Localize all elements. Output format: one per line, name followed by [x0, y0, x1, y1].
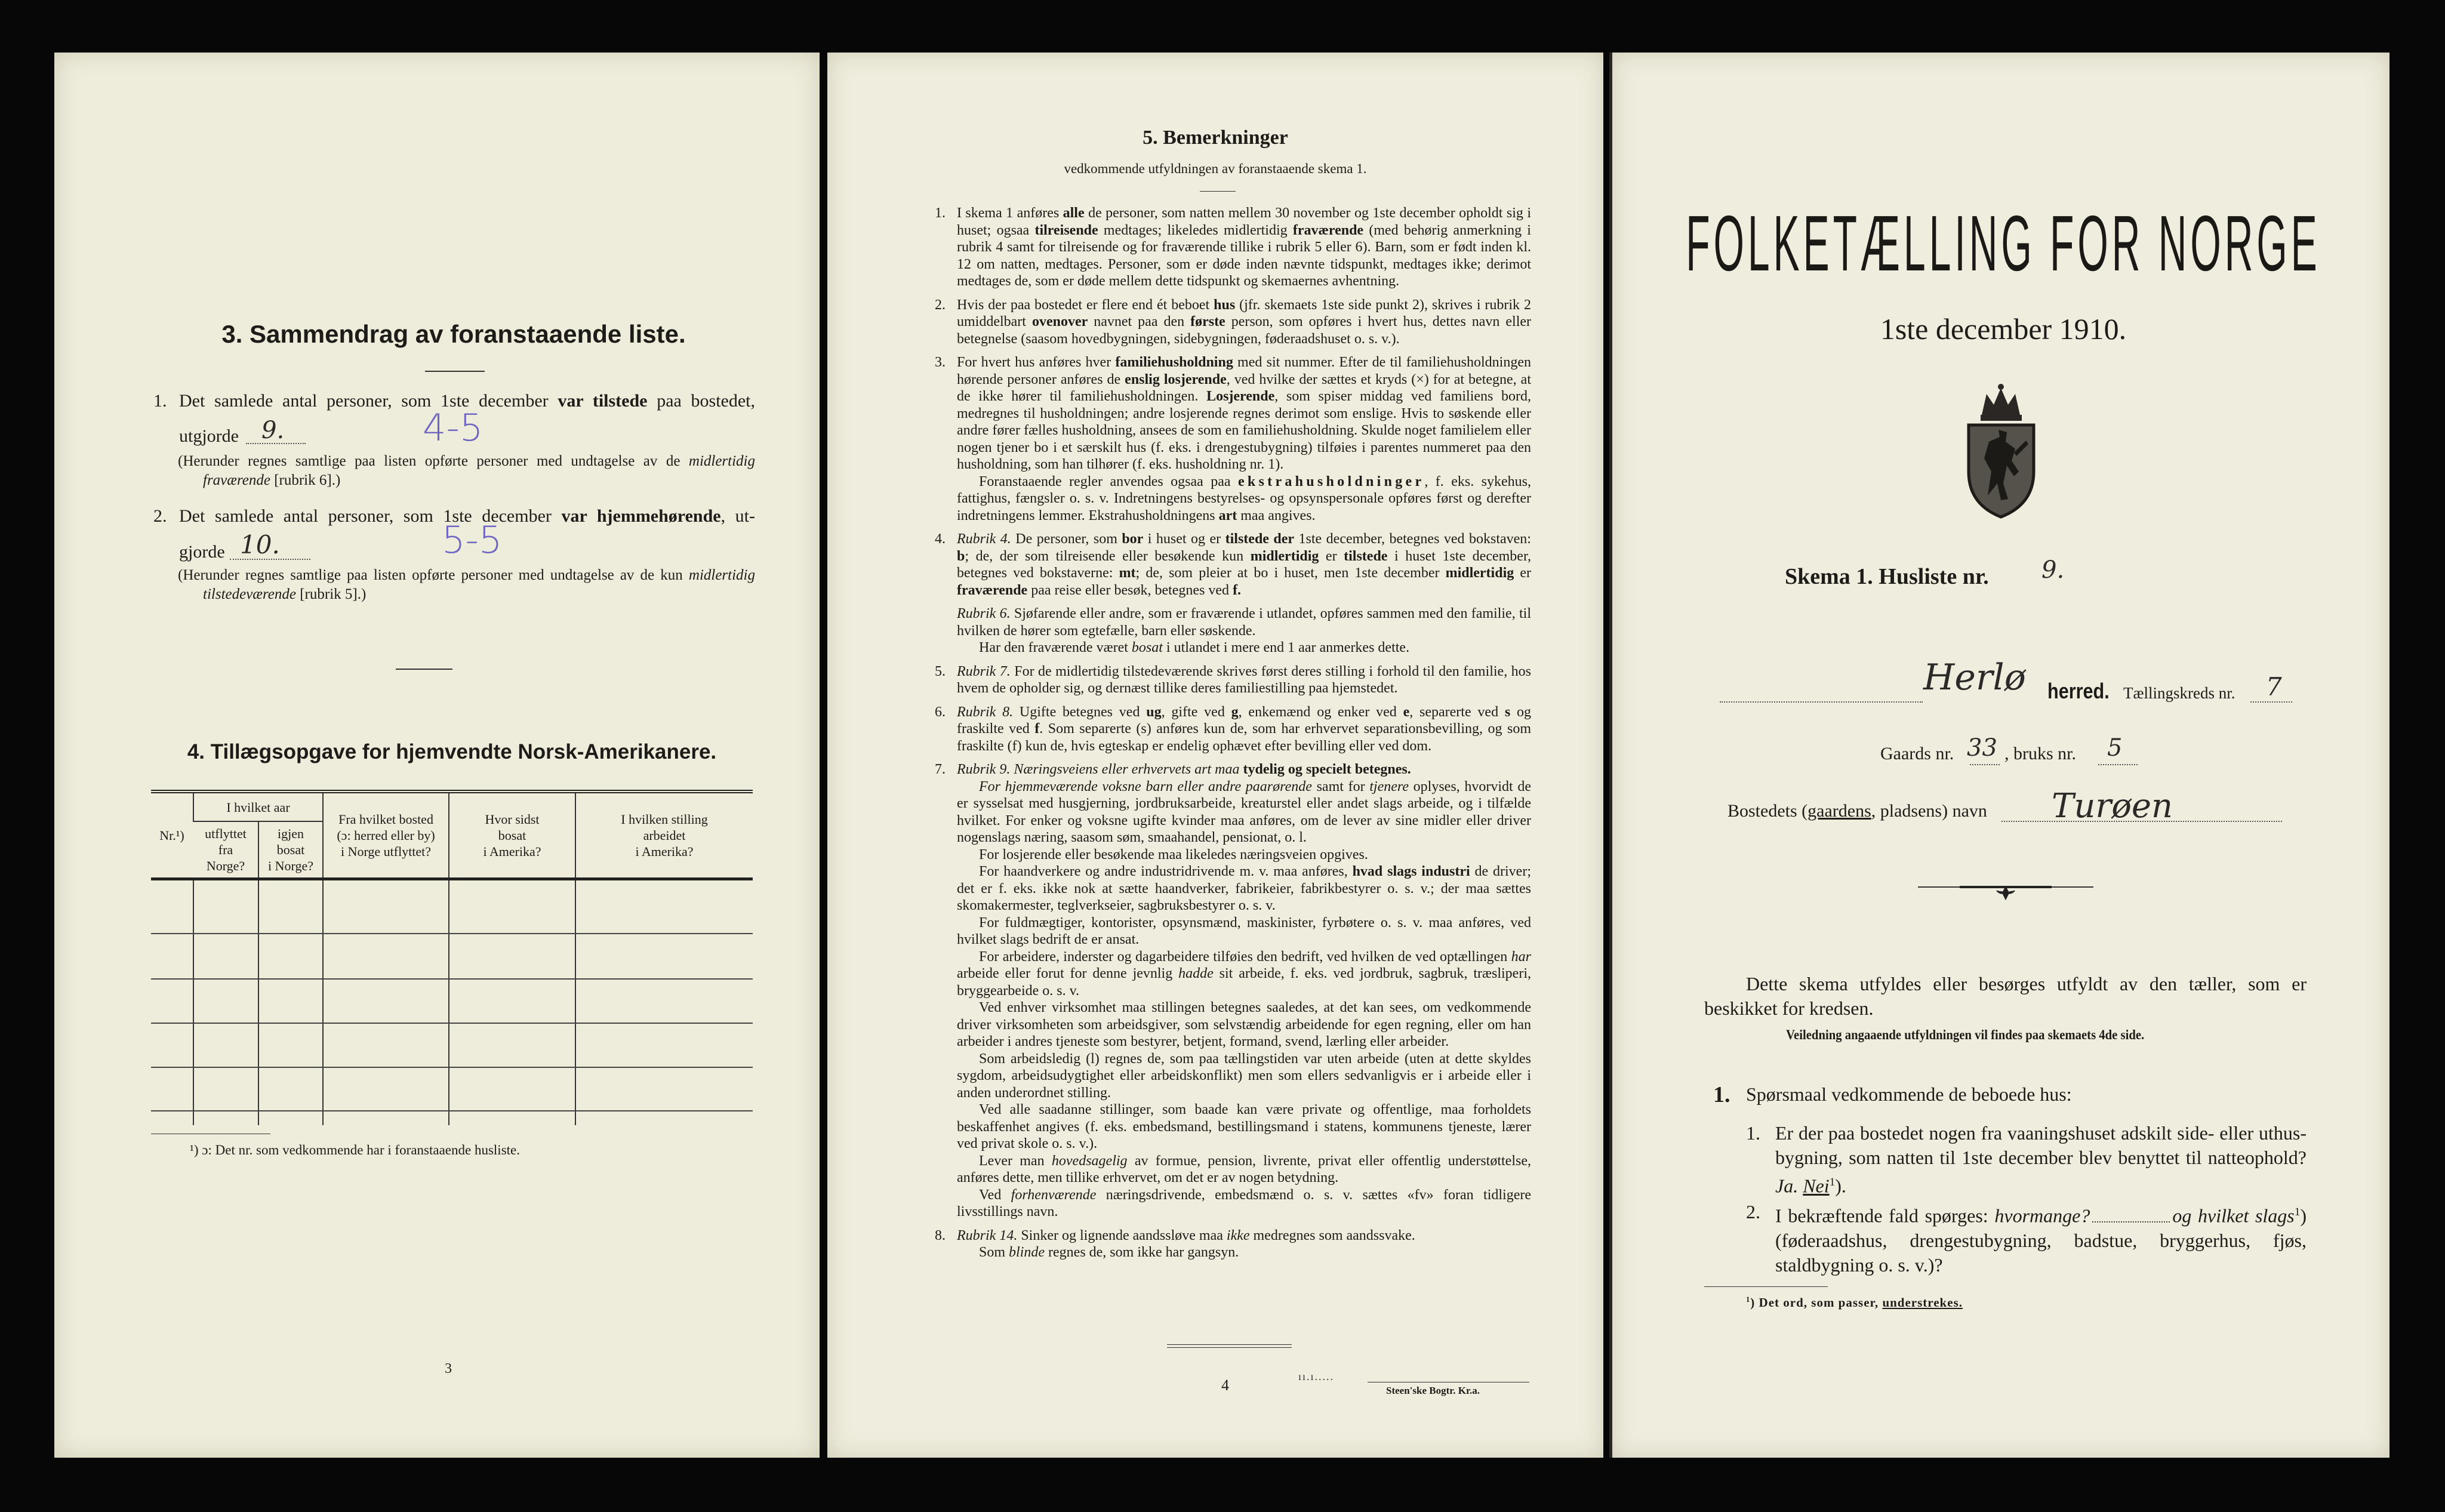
remark-number: 5. — [935, 663, 946, 679]
bold-text: var hjemmehørende — [561, 506, 721, 526]
gaards-label: Gaards nr. — [1880, 744, 1954, 763]
question-text: I bekræftende fald spørges: hvormange? og hvilket slags$^1$) (føderaadshus, drengestubygning, badstue, bryggerhus, fjøs, staldbygning o. s. v.)? — [1775, 1205, 2307, 1276]
table-row — [151, 1067, 753, 1111]
italic-text: hadde — [1178, 966, 1214, 981]
remark-text: Foranstaaende regler anvendes ogsaa paa ekstrahusholdninger, f. eks. sykehus, fattighus, fængsler o. s. v. Indretningens bestyrelses- og opsynspersonale opføres først og derefter indretningens lemmer. Ekstrahusholdningens art maa angives. — [957, 473, 1531, 523]
col-header-returned: igjen bosat i Norge? — [258, 821, 323, 879]
remark-paragraph — [935, 663, 1531, 697]
remark-text: For arbeidere, inderster og dagarbeidere tilføies den bedrift, ved hvilken de ved optællingen har arbeide eller forut for denne jevnlig hadde sit arbeide, f. eks. ved jordbruk, sagbruk, træsliperi, bryggearbeide o. s. v. — [957, 949, 1531, 999]
remark-text: Har den fraværende været bosat i utlandet i mere end 1 aar anmerkes dette. — [979, 640, 1410, 655]
table-cell[interactable] — [193, 1023, 258, 1067]
bold-text: familiehusholdning — [1115, 355, 1233, 370]
italic-text: Rubrik 7. — [957, 663, 1011, 679]
divider — [396, 669, 452, 670]
bold-text: s — [1504, 704, 1511, 720]
remark-text: For haandverkere og andre industridrivende m. v. maa anføres, hvad slags industri de driver; det er f. eks. ikke nok at sætte haandverker, fabrikeier, fabrikbestyrer o. s. v.; der maa sættes skomakermester, teglverkseier, sagbruksbestyrer o. s. v. — [957, 864, 1531, 913]
document-title: FOLKETÆLLING FOR NORGE — [1686, 199, 2321, 287]
table-cell[interactable] — [258, 979, 323, 1023]
table-footnote: ¹) ɔ: Det nr. som vedkommende har i foranstaaende husliste. — [190, 1143, 520, 1157]
remark-number: 1. — [935, 205, 946, 221]
remark-paragraph — [935, 1227, 1531, 1245]
bold-text: fraværende — [1292, 222, 1364, 238]
col-header-emigrated: utflyttet fra Norge? — [205, 826, 247, 873]
italic-text: hovedsagelig — [1051, 1153, 1128, 1169]
remark-text — [957, 762, 1411, 777]
table-cell[interactable] — [151, 934, 193, 979]
coat-of-arms-icon — [1964, 382, 2038, 519]
remark-text: Ved enhver virksomhet maa stillingen betegnes saaledes, at det kan sees, om vedkommende driver virksomheten som arbeidsgiver, som selvstændig arbeidende for egen regning, eller om han arbeider i andres tjeneste som bestyrer, betjent, formand, svend, lærling eller arbeider. — [957, 1000, 1531, 1049]
remark-paragraph — [935, 949, 1531, 1000]
bold-text: f — [1034, 721, 1040, 737]
table-cell[interactable] — [323, 879, 449, 934]
double-rule — [1167, 1344, 1292, 1345]
intro-text: Dette skema utfyldes eller besørges utfyldt av den tæller, som er beskikket for kredsen. — [1704, 973, 2307, 1019]
remark-text: For hjemmeværende voksne barn eller andre paarørende samt for tjenere oplyses, hvorvidt de er sysselsat med husgjerning, jordbruksarbeide, kreaturstel eller andet slags arbeide, og i tilfælde hvilket. For enker og voksne ugifte kvinder maa anføres, om de lever av sine midler eller driver nogenslags næring, saasom søm, smaahandel, pensionat, o. l. — [957, 778, 1532, 845]
table-row — [151, 979, 753, 1023]
italic-text: Rubrik 14. — [957, 1227, 1018, 1243]
pencil-annotation: 4-5 — [423, 406, 484, 449]
bold-text: midlertidig — [1445, 565, 1514, 581]
bold-text: mt — [1119, 565, 1136, 581]
remark-text: Ved forhenværende næringsdrivende, embedsmænd o. s. v. sættes «fv» foran tidligere livsstillings navn. — [957, 1187, 1532, 1220]
cover-footnote: $^1$) Det ord, som passer, understrekes. — [1746, 1295, 1963, 1310]
double-rule — [1167, 1347, 1292, 1348]
bold-text: fraværende — [957, 582, 1028, 598]
italic-text: blinde — [1009, 1245, 1045, 1260]
fill-line — [1970, 764, 2000, 765]
bold-text: bor — [1122, 531, 1144, 547]
underlined-text: gaardens — [1807, 801, 1871, 821]
remarks-heading: 5. Bemerkninger — [1143, 127, 1288, 149]
remark-paragraph — [935, 1051, 1531, 1102]
remark-paragraph — [935, 863, 1531, 914]
table-cell[interactable] — [449, 1067, 575, 1111]
bold-text: enslig losjerende — [1125, 371, 1227, 387]
col-group-year: I hvilket aar — [193, 792, 323, 821]
remark-text: For hvert hus anføres hver familiehusholdning med sit nummer. Efter de til familiehusholdningen hørende personer anføres de enslig losjerende, ved hvilke der sættes et kryds (×) for at betegne, at de ikke hører til familiehusholdningen. Losjerende, som spiser middag ved familiens bord, medregnes til husholdningen; andre losjerende regnes derimot som enslige. Hvis to søskende eller andre fører fælles husholdning, ansees de som en familiehusholdning. Skulde noget familielem eller nogen tjener bo i et særskilt hus (f. eks. i drengestubygning) tilføies i parentes nummeret paa den husholdning, som han tilhører (f. eks. husholdning nr. 1). — [957, 355, 1532, 472]
divider — [425, 371, 485, 372]
kreds-number[interactable]: 7 — [2266, 672, 2282, 701]
table-cell[interactable] — [575, 1067, 753, 1111]
bold-text: ug — [1146, 704, 1162, 720]
bold-text: midlertidig — [1250, 548, 1319, 564]
italic-text: Ja. — [1775, 1175, 1799, 1197]
bold-text: tilstede der — [1225, 531, 1295, 547]
italic-text: midlertidig fraværende — [203, 453, 755, 488]
italic-text: bosat — [1131, 640, 1163, 655]
page-number: 3 — [445, 1361, 452, 1376]
italic-text: Rubrik 8. — [957, 704, 1014, 720]
bold-text: g — [1231, 704, 1239, 720]
table-cell[interactable] — [258, 879, 323, 934]
spaced-text: ekstrahusholdninger — [1238, 473, 1425, 489]
italic-text: Rubrik 6. — [957, 606, 1011, 621]
table-cell[interactable] — [449, 1023, 575, 1067]
remark-paragraph — [935, 999, 1531, 1051]
section-3-heading: 3. Sammendrag av foranstaaende liste. — [221, 320, 686, 348]
table-cell[interactable] — [575, 879, 753, 934]
table-cell[interactable] — [449, 979, 575, 1023]
table-cell[interactable] — [575, 1023, 753, 1067]
census-date: 1ste december 1910. — [1880, 312, 2127, 346]
bold-text: tilreisende — [1034, 222, 1098, 238]
table-cell[interactable] — [258, 1023, 323, 1067]
footnote-marker: 1 — [1746, 1295, 1751, 1304]
remark-text: I skema 1 anføres alle de personer, som natten mellem 30 november og 1ste december opholdt sig i huset; ogsaa tilreisende medtages; likeledes midlertidig fraværende (med behørig anmerkning i rubrik 4 samt for tilreisende og for fraværende tillike i rubrik 5 eller 6). Barn, som er født inden kl. 12 om natten, medtages. Personer, som er døde inden nævnte tidspunkt, medtages ikke; derimot medtages de, som er døde mellem dette tidspunkt og skemaernes avhentning. — [957, 205, 1532, 289]
remark-number: 3. — [935, 355, 946, 370]
fill-line — [1720, 701, 1923, 703]
remark-paragraph — [935, 297, 1531, 348]
table-cell[interactable] — [193, 934, 258, 979]
table-cell[interactable] — [449, 934, 575, 979]
question-number: 2. — [1746, 1201, 1760, 1222]
bold-text: første — [1190, 314, 1225, 330]
remark-text: Som arbeidsledig (l) regnes de, som paa tællingstiden var uten arbeide (uten at dette skyldes sygdom, arbeidsudygtighet eller arbeidskonflikt) men som ellers sedvanligvis er i arbeide eller i anden underordnet stilling. — [957, 1051, 1531, 1101]
divider — [1200, 191, 1236, 192]
printer-mark-scribble: ıı.ı..... — [1298, 1371, 1335, 1382]
summary-note: (Herunder regnes samtlige paa listen opførte personer med undtagelse av de kun midlertidig tilstedeværende [rubrik 5].) — [178, 567, 755, 602]
ornament-icon — [1918, 883, 2093, 901]
table-cell[interactable] — [258, 1067, 323, 1111]
question-section-heading: Spørsmaal vedkommende de beboede hus: — [1746, 1083, 2072, 1105]
bold-text: Losjerende — [1206, 389, 1275, 404]
remarks-body — [935, 205, 1531, 1261]
item-number: 1. — [153, 391, 167, 411]
fill-line — [2098, 764, 2138, 765]
gaards-number[interactable]: 33 — [1967, 734, 1997, 762]
table-cell[interactable] — [575, 979, 753, 1023]
remark-number: 8. — [935, 1227, 946, 1243]
table-cell[interactable] — [449, 879, 575, 934]
italic-text: hvormange? — [1994, 1205, 2090, 1227]
pencil-annotation: 5-5 — [442, 518, 503, 562]
italic-text: Rubrik 9. Næringsveiens eller erhvervets art maa — [957, 762, 1240, 777]
table-cell[interactable] — [151, 1023, 193, 1067]
footnote-marker: 1 — [1829, 1176, 1836, 1188]
bold-text: art — [1218, 507, 1237, 523]
husliste-number: 9. — [2041, 556, 2065, 584]
bold-text: alle — [1063, 205, 1085, 221]
remark-text: Rubrik 14. Sinker og lignende aandssløve maa ikke medregnes som aandssvake. — [957, 1227, 1415, 1243]
remark-paragraph — [935, 354, 1531, 473]
utgjorde-label: utgjorde — [179, 426, 239, 446]
table-cell[interactable] — [193, 1067, 258, 1111]
remark-paragraph — [935, 205, 1531, 290]
italic-text: forhenværende — [1011, 1187, 1097, 1203]
remark-text: Rubrik 8. Ugifte betegnes ved ug, gifte ved g, enkemænd og enker ved e, separerte ved s og fraskilte ved f. Som separerte (s) anføres kun de, som har erhvervet separationsbevilling, og som fraskilte (f) kun de, hvis egteskap er endelig ophævet efter bevilling eller ved dom. — [957, 704, 1532, 754]
bold-text: hvad slags industri — [1352, 864, 1470, 879]
remark-number: 7. — [935, 762, 946, 777]
footnote-marker: 1 — [2294, 1206, 2301, 1218]
remark-paragraph — [935, 704, 1531, 755]
table-row — [151, 1023, 753, 1067]
item-number: 2. — [153, 506, 167, 526]
italic-text: midlertidig tilstedeværende — [203, 567, 755, 602]
table-cell[interactable] — [323, 979, 449, 1023]
italic-text: tjenere — [1369, 778, 1409, 795]
printer-imprint: Steen'ske Bogtr. Kr.a. — [1386, 1385, 1480, 1396]
remark-number: 2. — [935, 297, 946, 313]
bold-text: tydelig og specielt betegnes. — [1243, 762, 1411, 777]
remark-paragraph — [935, 1187, 1531, 1221]
remark-paragraph — [935, 1244, 1531, 1261]
col-header-last-residence: Hvor sidst bosat i Amerika? — [449, 792, 575, 879]
italic-text: Rubrik 4. — [957, 531, 1011, 547]
fill-line — [2092, 1221, 2170, 1222]
footnote-rule — [1704, 1286, 1828, 1287]
skema-label: Skema 1. Husliste nr. — [1785, 564, 1989, 589]
bold-text: tilstede — [1344, 548, 1388, 564]
gjorde-label: gjorde — [179, 542, 225, 562]
section-4-heading: 4. Tillægsopgave for hjemvendte Norsk-Amerikanere. — [187, 740, 717, 763]
table-cell[interactable] — [193, 879, 258, 934]
summary-note: (Herunder regnes samtlige paa listen opførte personer med undtagelse av de midlertidig fraværende [rubrik 6].) — [178, 453, 755, 488]
remark-number: 4. — [935, 531, 946, 547]
norwegian-american-table — [151, 790, 753, 1125]
remark-paragraph — [935, 761, 1531, 778]
table-cell[interactable] — [323, 1067, 449, 1111]
fill-line — [2250, 701, 2292, 703]
table-cell[interactable] — [323, 1023, 449, 1067]
bold-text: hus — [1214, 297, 1236, 313]
question-number: 1. — [1746, 1122, 1760, 1144]
remark-paragraph — [935, 846, 1531, 864]
remark-paragraph — [935, 605, 1531, 639]
italic-text: ikke — [1226, 1227, 1250, 1243]
question-section-number: 1. — [1713, 1082, 1730, 1107]
table-cell[interactable] — [258, 934, 323, 979]
table-cell[interactable] — [323, 934, 449, 979]
italic-text: har — [1511, 949, 1531, 965]
table-cell[interactable] — [151, 979, 193, 1023]
kreds-label: Tællingskreds nr. — [2123, 684, 2235, 702]
remark-paragraph — [935, 639, 1531, 657]
remark-paragraph — [935, 531, 1531, 599]
remarks-subtitle: vedkommende utfyldningen av foranstaaende skema 1. — [1064, 161, 1367, 176]
remark-text: Som blinde regnes de, som ikke har gangsyn. — [979, 1245, 1239, 1260]
italic-text: og hvilket slags — [2172, 1205, 2295, 1227]
remark-text: Ved alle saadanne stillinger, som baade kan være private og offentlige, maa forholdets beskaffenhet angives (f. eks. embedsmand, bestillingsmand i statens, kommunens tjeneste, lærer ved privat skole o. s. v.). — [957, 1102, 1531, 1151]
col-header-from-where: Fra hvilket bosted (ɔ: herred eller by) i Norge utflyttet? — [323, 792, 449, 879]
question-1 — [1746, 1121, 2307, 1199]
table-cell[interactable] — [193, 979, 258, 1023]
bold-text: e — [1403, 704, 1410, 720]
bosted-label: Bostedets (gaardens, pladsens) navn — [1727, 801, 1987, 821]
col-header-nr: Nr.¹) — [159, 827, 184, 843]
bold-text: b — [957, 548, 965, 564]
page-number: 4 — [1221, 1376, 1229, 1394]
remark-paragraph — [935, 914, 1531, 949]
underlined-text: understrekes. — [1882, 1295, 1963, 1310]
bold-text: ovenover — [1031, 314, 1088, 330]
remark-text: For fuldmægtiger, kontorister, opsynsmænd, maskinister, fyrbøtere o. s. v. maa anføres, ved hvilket slags bedrift de er ansat. — [957, 914, 1531, 947]
table-row — [151, 879, 753, 934]
guidance-text: Veiledning angaaende utfyldningen vil findes paa skemaets 4de side. — [1786, 1027, 2145, 1042]
bold-text: var tilstede — [558, 391, 648, 411]
handwritten-present-count: 9. — [261, 417, 285, 444]
remark-text: Hvis der paa bostedet er flere end ét beboet hus (jfr. skemaets 1ste side punkt 2), skrives i rubrik 2 umiddelbart ovenover navnet paa den første person, som opføres i hvert hus, dettes navn eller betegnelse (saasom hovedbygningen, sidebygningen, føderaadshuset o. s. v.). — [957, 297, 1532, 347]
remark-text: Rubrik 7. For de midlertidig tilstedeværende skrives først deres stilling i forhold til den familie, hos hvem de opholder sig, og dernæst tillike deres familiestilling paa hjemstedet. — [957, 663, 1531, 696]
table-cell[interactable] — [151, 1067, 193, 1111]
herred-label: herred. — [2047, 679, 2110, 703]
item-text: Det samlede antal personer, som 1ste december var hjemmehørende, ut- — [179, 506, 755, 526]
item-text: Det samlede antal personer, som 1ste december var tilstede paa bostedet, — [179, 391, 756, 411]
question-2 — [1746, 1200, 2307, 1277]
table-cell[interactable] — [151, 879, 193, 934]
question-text: Er der paa bostedet nogen fra vaaningshuset adskilt side- eller uthus-bygning, som natten til 1ste december blev benyttet til natteophold? Ja. Nei$^1$). — [1775, 1122, 2307, 1197]
remark-number: 6. — [935, 704, 946, 720]
remark-paragraph — [935, 473, 1531, 525]
bruks-label: , bruks nr. — [2004, 744, 2076, 763]
table-row — [151, 1111, 753, 1125]
table-cell[interactable] — [575, 934, 753, 979]
col-header-occupation: I hvilken stilling arbeidet i Amerika? — [575, 792, 753, 879]
italic-text: For hjemmeværende voksne barn eller andre paarørende — [979, 778, 1312, 795]
remark-text: Lever man hovedsagelig av formue, pension, livrente, privat eller offentlig understøttelse, anføres dette, men tillike erhvervet, om det er av nogen betydning. — [957, 1153, 1531, 1185]
remark-text: Rubrik 6. Sjøfarende eller andre, som er fraværende i utlandet, opføres sammen med den familie, til hvilken de hører som egtefælle, barn eller søskende. — [957, 606, 1531, 639]
remark-text: For losjerende eller besøkende maa likeledes næringsveien opgives. — [979, 846, 1368, 863]
bruks-number[interactable]: 5 — [2107, 734, 2123, 762]
remark-paragraph — [935, 1101, 1531, 1153]
bosted-name[interactable]: Turøen — [2052, 787, 2173, 826]
bold-text: f. — [1233, 582, 1242, 598]
table-row — [151, 934, 753, 979]
remark-paragraph — [935, 778, 1531, 846]
underlined-answer: Nei — [1803, 1175, 1830, 1197]
remark-text: Rubrik 4. De personer, som bor i huset og er tilstede der 1ste december, betegnes ved bokstaven: b; de, der som tilreisende eller besøkende kun midlertidig er tilstede i huset 1ste december, betegnes ved bokstaverne: mt; de, som pleier at bo i huset, men 1ste december midlertidig er fraværende paa reise eller besøk, betegnes ved f. — [957, 531, 1531, 598]
handwritten-resident-count: 10. — [240, 530, 280, 559]
remark-paragraph — [935, 1153, 1531, 1187]
herred-name[interactable]: Herlø — [1923, 657, 2026, 698]
